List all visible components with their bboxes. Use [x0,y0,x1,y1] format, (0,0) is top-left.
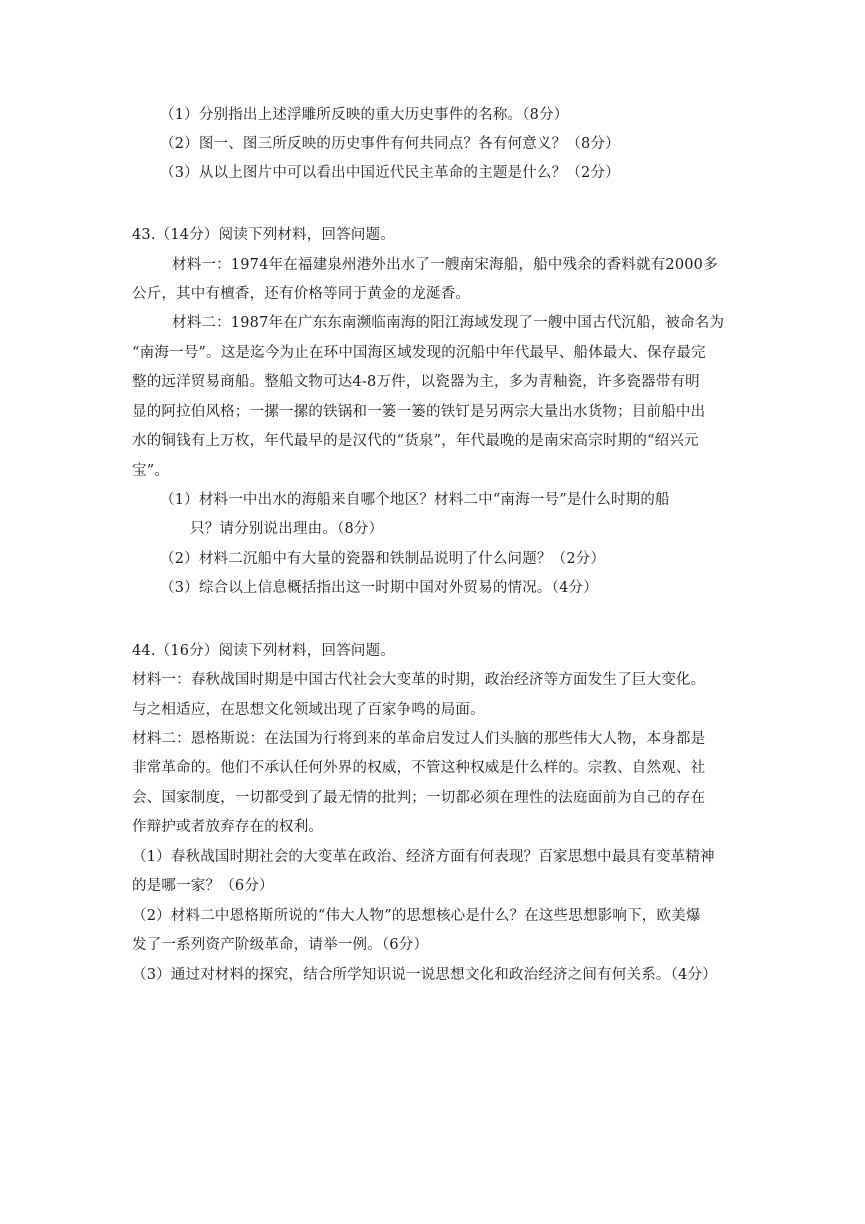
q43-material2-line-1: 材料二：1987年在广东东南濒临南海的阳江海域发现了一艘中国古代沉船，被命名为 [172,315,725,331]
q44-material2-line-3: 会、国家制度，一切都受到了最无情的批判；一切都必须在理性的法庭面前为自己的存在 [132,790,706,806]
q44-material2-line-1: 材料二：恩格斯说：在法国为行将到来的革命启发过人们头脑的那些伟大人物，本身都是 [132,731,706,747]
q43-question-2: （2）材料二沉船中有大量的瓷器和铁制品说明了什么问题？（2分） [160,551,606,567]
q43-header: 43.（14分）阅读下列材料，回答问题。 [132,227,396,243]
q43-material2-line-4: 显的阿拉伯风格；一摞一摞的铁锅和一篓一篓的铁钉是另两宗大量出水货物；目前船中出 [132,404,706,420]
q42-item-2: （2）图一、图三所反映的历史事件有何共同点？各有何意义？（8分） [160,136,620,152]
q43-question-1: （1）材料一中出水的海船来自哪个地区？材料二中“南海一号”是什么时期的船 [160,492,670,508]
q44-question-3: （3）通过对材料的探究，结合所学知识说一说思想文化和政治经济之间有何关系。（4分） [132,967,717,983]
q44-material1-line-1: 材料一：春秋战国时期是中国古代社会大变革的时期，政治经济等方面发生了巨大变化。 [132,672,706,688]
q44-material1-line-2: 与之相适应，在思想文化领域出现了百家争鸣的局面。 [132,702,485,718]
q43-material1-line-1: 材料一：1974年在福建泉州港外出水了一艘南宋海船，船中残余的香料就有2000多 [172,257,718,273]
q42-item-3: （3）从以上图片中可以看出中国近代民主革命的主题是什么？（2分） [160,165,620,181]
q42-item-1: （1）分别指出上述浮雕所反映的重大历史事件的名称。（8分） [160,107,569,123]
q44-question-1: （1）春秋战国时期社会的大变革在政治、经济方面有何表现？百家思想中最具有变革精神 [132,849,715,865]
q44-question-2: （2）材料二中恩格斯所说的“伟大人物”的思想核心是什么？在这些思想影响下，欧美爆 [132,908,701,924]
q44-question-1-cont: 的是哪一家？（6分） [132,878,274,894]
q43-material2-line-3: 整的远洋贸易商船。整船文物可达4-8万件，以瓷器为主，多为青釉瓷，许多瓷器带有明 [132,374,700,390]
q44-header: 44.（16分）阅读下列材料，回答问题。 [132,643,396,659]
q43-material2-line-5: 水的铜钱有上万枚，年代最早的是汉代的“货泉”，年代最晚的是南宋高宗时期的“绍兴元 [132,433,699,449]
q44-material2-line-4: 作辩护或者放弃存在的权利。 [132,819,324,835]
q43-question-1-cont: 只？请分别说出理由。（8分） [190,521,384,537]
q43-material1-line-2: 公斤，其中有檀香，还有价格等同于黄金的龙涎香。 [132,286,471,302]
q44-material2-line-2: 非常革命的。他们不承认任何外界的权威，不管这种权威是什么样的。宗教、自然观、社 [132,760,706,776]
q43-question-3: （3）综合以上信息概括指出这一时期中国对外贸易的情况。（4分） [160,580,598,596]
q43-material2-line-2: “南海一号”。这是迄今为止在环中国海区域发现的沉船中年代最早、船体最大、保存最完 [132,345,706,361]
q44-question-2-cont: 发了一系列资产阶级革命，请举一例。（6分） [132,937,429,953]
q43-material2-line-6: 宝”。 [132,463,170,479]
